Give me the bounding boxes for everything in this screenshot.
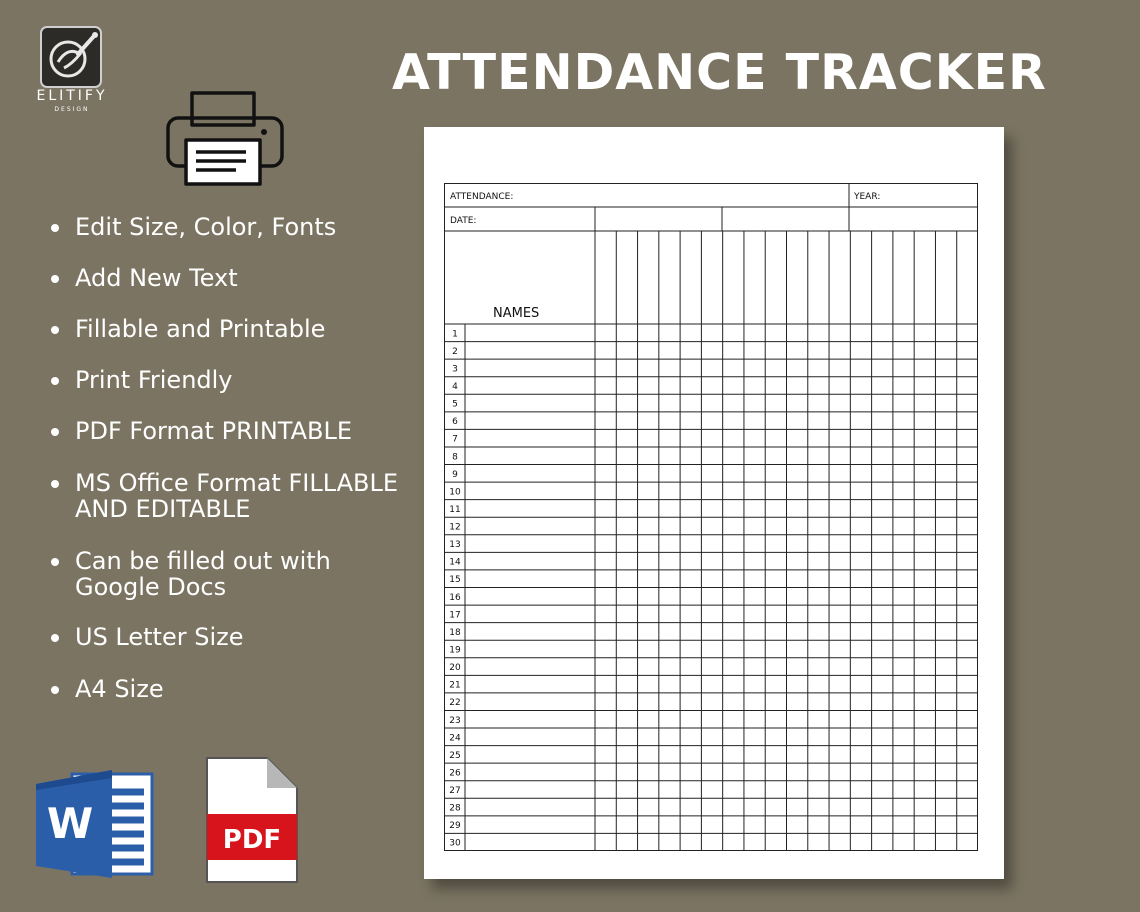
row-number: 17: [449, 610, 461, 621]
word-icon: [34, 770, 156, 878]
word-letter: W: [46, 799, 94, 848]
brand-logo: [24, 24, 120, 120]
row-number: 26: [449, 768, 461, 779]
row-number: 10: [449, 487, 461, 498]
names-label: NAMES: [493, 306, 540, 321]
feature-item: A4 Size: [48, 676, 435, 702]
row-number: 29: [449, 821, 461, 832]
feature-item: MS Office Format FILLABLE AND EDITABLE: [48, 470, 435, 522]
row-number: 4: [452, 381, 458, 392]
pdf-file-icon: [205, 756, 299, 884]
row-number: 25: [449, 750, 461, 761]
row-number: 2: [452, 346, 458, 357]
row-number: 6: [452, 417, 458, 428]
feature-item: Add New Text: [48, 265, 435, 291]
row-number: 3: [452, 364, 458, 375]
printer-icon: [164, 88, 286, 188]
brand-name: ELITIFY: [36, 88, 108, 104]
feature-list: [48, 214, 435, 702]
row-number: 22: [449, 698, 461, 709]
feature-item: PDF Format PRINTABLE: [48, 418, 435, 444]
row-number: 11: [449, 504, 461, 515]
feature-item: Fillable and Printable: [48, 316, 435, 342]
feature-item: US Letter Size: [48, 624, 435, 650]
row-number: 1: [452, 329, 458, 340]
row-number: 12: [449, 522, 461, 533]
row-number: 30: [449, 838, 461, 849]
row-number: 21: [449, 680, 461, 691]
row-number: 15: [449, 575, 461, 586]
row-number: 14: [449, 557, 461, 568]
row-number: 13: [449, 540, 461, 551]
attendance-grid: [444, 183, 978, 851]
row-number: 28: [449, 803, 461, 814]
row-number: 9: [452, 469, 458, 480]
row-number: 19: [449, 645, 461, 656]
feature-item: Can be filled out with Google Docs: [48, 548, 395, 600]
brush-logo-icon: [38, 24, 104, 90]
row-number: 8: [452, 452, 458, 463]
row-number: 20: [449, 663, 461, 674]
row-number: 27: [449, 786, 461, 797]
brand-sub: DESIGN: [54, 106, 90, 113]
page-title: ATTENDANCE TRACKER: [392, 44, 1047, 101]
feature-item: Edit Size, Color, Fonts: [48, 214, 435, 240]
row-number: 5: [452, 399, 458, 410]
row-number: 24: [449, 733, 461, 744]
row-number: 23: [449, 715, 461, 726]
pdf-label: PDF: [222, 825, 282, 855]
row-number: 18: [449, 627, 461, 638]
row-number: 7: [452, 434, 458, 445]
row-number: 16: [449, 592, 461, 603]
feature-item: Print Friendly: [48, 367, 435, 393]
attendance-label: ATTENDANCE:: [450, 192, 514, 202]
year-label: YEAR:: [854, 192, 881, 202]
date-label: DATE:: [450, 216, 477, 226]
